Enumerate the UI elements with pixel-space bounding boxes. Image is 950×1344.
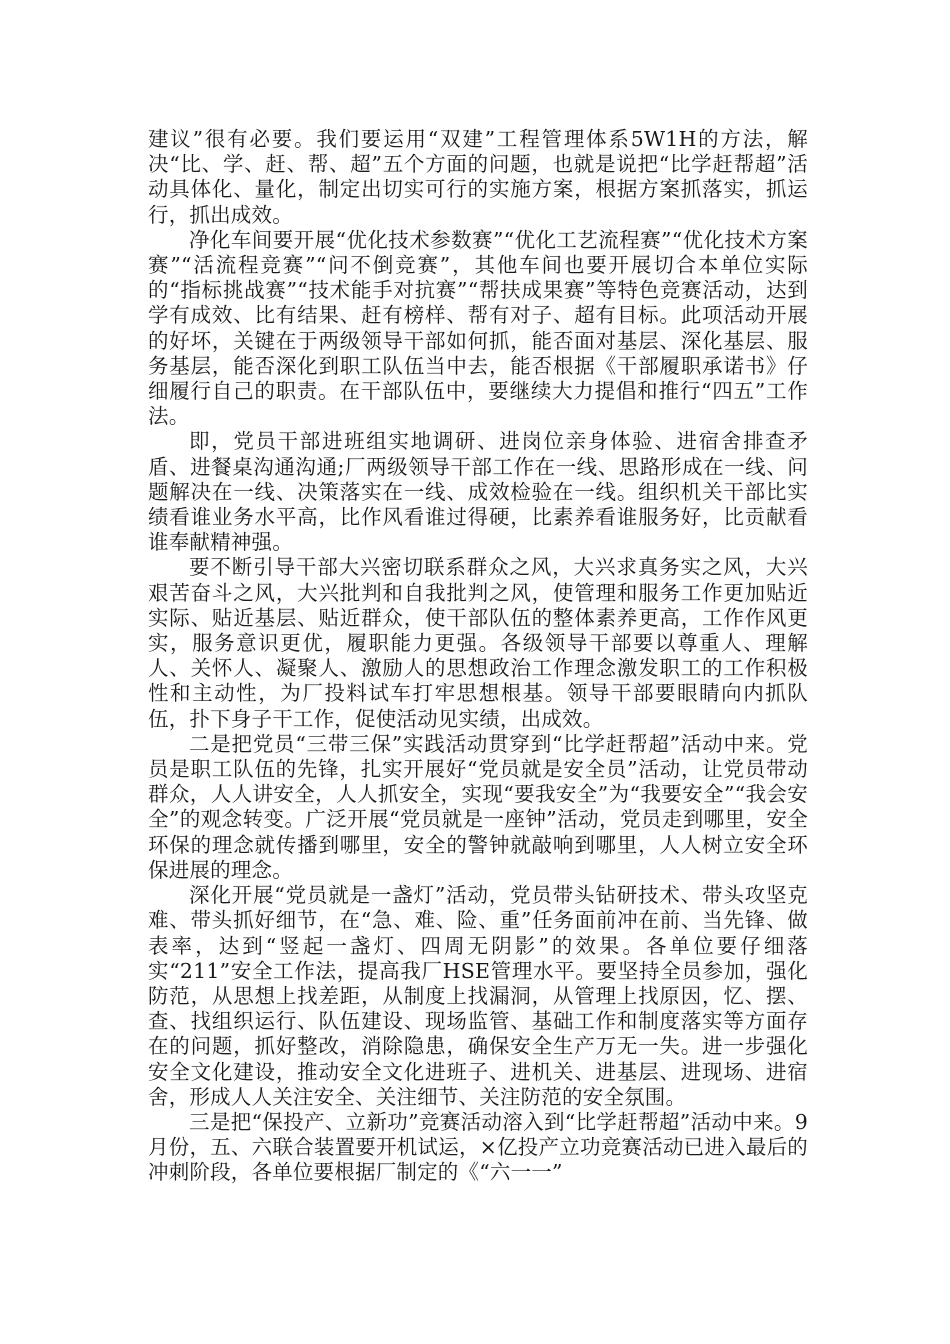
paragraph-6: 深化开展“党员就是一盏灯”活动，党员带头钻研技术、带头攻坚克难、带头抓好细节，在“急、难、险、重”任务面前冲在前、当先锋、做表率，达到“竖起一盏灯、四周无阴影”的效果。各单位要仔细落实“211”安全工作法，提高我厂HSE管理水平。要坚持全员参加，强化防范，从思想上找差距，从制度上找漏洞，从管理上找原因，忆、摆、查、找组织运行、队伍建设、现场监管、基础工作和制度落实等方面存在的问题，抓好整改，消除隐患，确保安全生产万无一失。进一步强化安全文化建设，推动安全文化进班子、进机关、进基层、进现场、进宿舍，形成人人关注安全、关注细节、关注防范的安全氛围。 bbox=[148, 883, 808, 1109]
paragraph-5: 二是把党员“三带三保”实践活动贯穿到“比学赶帮超”活动中来。党员是职工队伍的先锋，扎实开展好“党员就是安全员”活动，让党员带动群众，人人讲安全，人人抓安全，实现“要我安全”为“我要安全”“我会安全”的观念转变。广泛开展“党员就是一座钟”活动，党员走到哪里，安全环保的理念就传播到哪里，安全的警钟就敲响到哪里，人人树立安全环保进展的理念。 bbox=[148, 731, 808, 882]
paragraph-2: 净化车间要开展“优化技术参数赛”“优化工艺流程赛”“优化技术方案赛”“活流程竞赛”“问不倒竞赛”，其他车间也要开展切合本单位实际的“指标挑战赛”“技术能手对抗赛”“帮扶成果赛”等特色竞赛活动，达到学有成效、比有结果、赶有榜样、帮有对子、超有目标。此项活动开展的好坏，关键在于两级领导干部如何抓，能否面对基层、深化基层、服务基层，能否深化到职工队伍当中去，能否根据《干部履职承诺书》仔细履行自己的职责。在干部队伍中，要继续大力提倡和推行“四五”工作法。 bbox=[148, 227, 808, 429]
document-body bbox=[148, 127, 808, 1186]
paragraph-7: 三是把“保投产、立新功”竞赛活动溶入到“比学赶帮超”活动中来。9月份，五、六联合装置要开机试运，×亿投产立功竞赛活动已进入最后的冲刺阶段，各单位要根据厂制定的《“六一一” bbox=[148, 1109, 808, 1185]
paragraph-1: 建议”很有必要。我们要运用“双建”工程管理体系5W1H的方法，解决“比、学、赶、帮、超”五个方面的问题，也就是说把“比学赶帮超”活动具体化、量化，制定出切实可行的实施方案，根据方案抓落实，抓运行，抓出成效。 bbox=[148, 127, 808, 227]
paragraph-4: 要不断引导干部大兴密切联系群众之风，大兴求真务实之风，大兴艰苦奋斗之风，大兴批判和自我批判之风，使管理和服务工作更加贴近实际、贴近基层、贴近群众，使干部队伍的整体素养更高，工作作风更实，服务意识更优，履职能力更强。各级领导干部要以尊重人、理解人、关怀人、凝聚人、激励人的思想政治工作理念激发职工的工作积极性和主动性，为厂投料试车打牢思想根基。领导干部要眼睛向内抓队伍，扑下身子干工作，促使活动见实绩，出成效。 bbox=[148, 555, 808, 731]
paragraph-3: 即，党员干部进班组实地调研、进岗位亲身体验、进宿舍排查矛盾、进餐桌沟通沟通;厂两级领导干部工作在一线、思路形成在一线、问题解决在一线、决策落实在一线、成效检验在一线。组织机关干部比实绩看谁业务水平高，比作风看谁过得硬，比素养看谁服务好，比贡献看谁奉献精神强。 bbox=[148, 429, 808, 555]
